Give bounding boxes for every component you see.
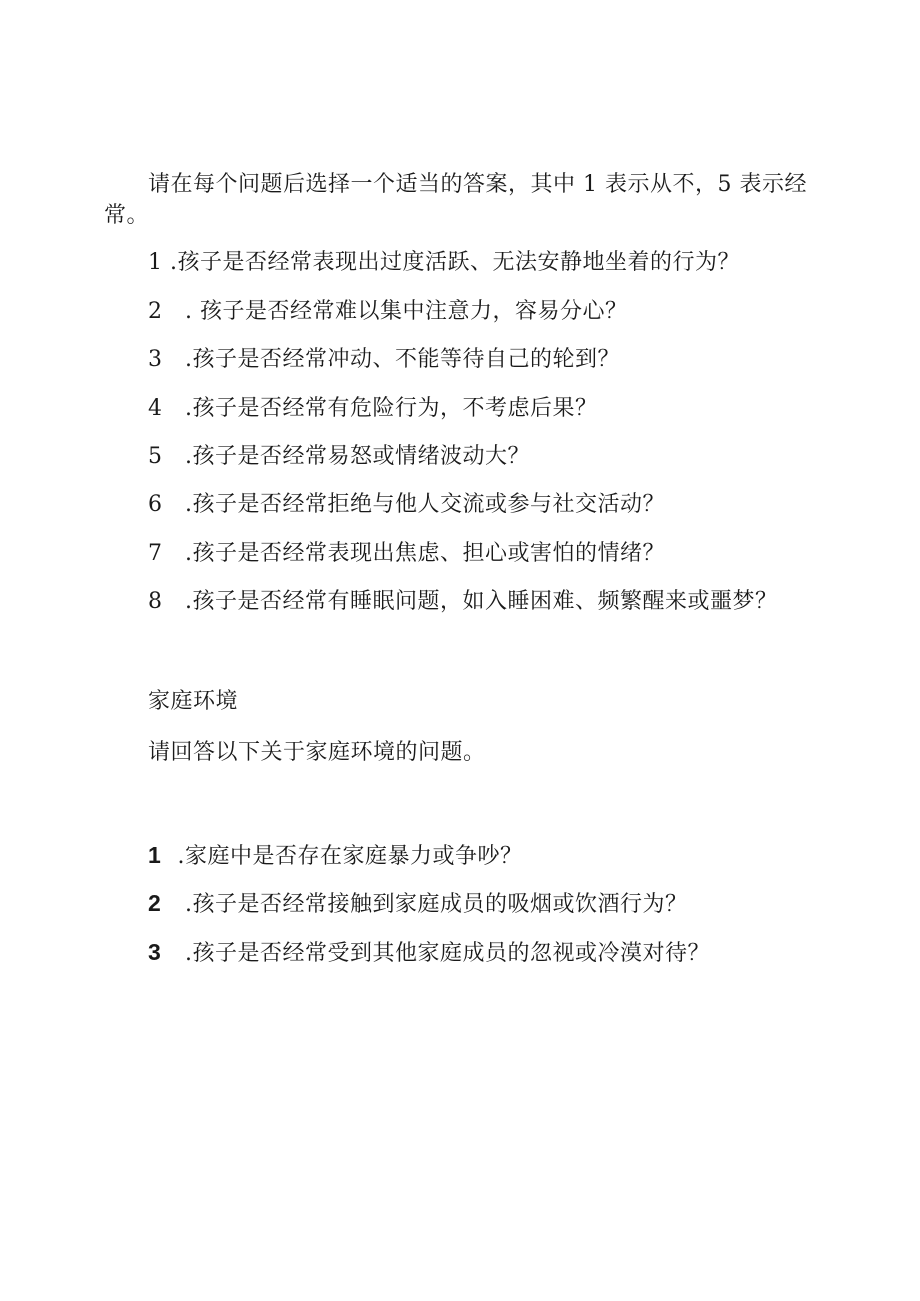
question-text: 孩子是否经常冲动、不能等待自己的轮到？ bbox=[192, 347, 620, 372]
behavior-question bbox=[148, 248, 740, 278]
question-separator: . bbox=[170, 892, 193, 917]
question-number: 2 bbox=[148, 890, 162, 916]
intro-text-line-2: 常。 bbox=[104, 203, 150, 228]
behavior-question bbox=[148, 442, 530, 472]
family-question bbox=[148, 840, 523, 872]
question-number: 7 bbox=[148, 541, 163, 566]
behavior-question bbox=[148, 587, 778, 617]
question-separator: . bbox=[170, 941, 193, 966]
question-number: 5 bbox=[148, 444, 163, 469]
question-separator: . bbox=[170, 250, 178, 275]
behavior-question bbox=[148, 539, 665, 569]
question-separator: . bbox=[170, 589, 193, 614]
family-question bbox=[148, 888, 688, 920]
question-text: 孩子是否经常受到其他家庭成员的忽视或冷漠对待？ bbox=[192, 941, 710, 966]
question-number: 8 bbox=[148, 589, 163, 614]
question-number: 3 bbox=[148, 939, 162, 965]
question-text: 孩子是否经常拒绝与他人交流或参与社交活动？ bbox=[192, 492, 665, 517]
question-separator: . bbox=[170, 444, 193, 469]
question-separator: . bbox=[170, 299, 200, 324]
behavior-question bbox=[148, 490, 665, 520]
question-separator: . bbox=[170, 844, 185, 869]
behavior-question bbox=[148, 345, 620, 375]
question-separator: . bbox=[170, 347, 193, 372]
question-number: 1 bbox=[148, 250, 163, 275]
behavior-question bbox=[148, 297, 628, 327]
section-heading-family: 家庭环境 bbox=[148, 689, 239, 714]
family-intro-text: 请回答以下关于家庭环境的问题。 bbox=[148, 740, 486, 765]
question-text: 孩子是否经常有睡眠问题，如入睡困难、频繁醒来或噩梦？ bbox=[192, 589, 778, 614]
question-number: 6 bbox=[148, 492, 163, 517]
question-text: 家庭中是否存在家庭暴力或争吵？ bbox=[185, 844, 523, 869]
question-text: 孩子是否经常有危险行为，不考虑后果？ bbox=[192, 396, 598, 421]
question-separator: . bbox=[170, 541, 193, 566]
behavior-question bbox=[148, 394, 598, 424]
question-text: 孩子是否经常难以集中注意力，容易分心？ bbox=[199, 299, 628, 324]
question-number: 2 bbox=[148, 299, 163, 324]
family-question bbox=[148, 937, 710, 969]
question-separator: . bbox=[170, 492, 193, 517]
question-number: 1 bbox=[148, 842, 162, 868]
question-text: 孩子是否经常表现出过度活跃、无法安静地坐着的行为？ bbox=[177, 250, 741, 275]
question-text: 孩子是否经常表现出焦虑、担心或害怕的情绪？ bbox=[192, 541, 665, 566]
intro-text-line-1: 请在每个问题后选择一个适当的答案，其中 1 表示从不，5 表示经 bbox=[148, 172, 807, 197]
question-separator: . bbox=[170, 396, 193, 421]
question-text: 孩子是否经常易怒或情绪波动大？ bbox=[192, 444, 530, 469]
question-number: 4 bbox=[148, 396, 163, 421]
question-number: 3 bbox=[148, 347, 163, 372]
question-text: 孩子是否经常接触到家庭成员的吸烟或饮酒行为？ bbox=[192, 892, 688, 917]
